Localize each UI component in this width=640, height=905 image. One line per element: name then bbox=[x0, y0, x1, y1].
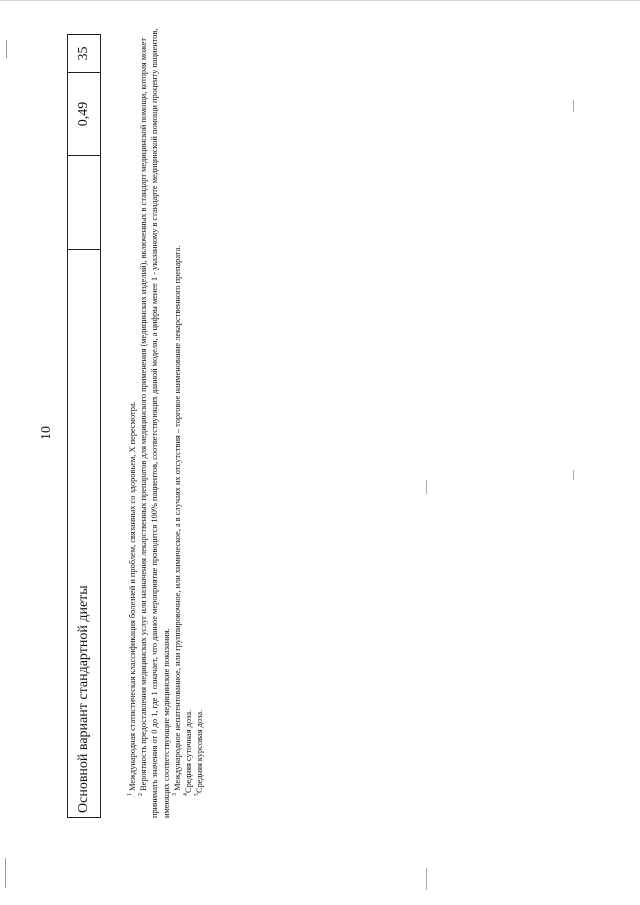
footnotes bbox=[127, 26, 205, 818]
footnote: $^5$Средняя курсовая доза. bbox=[194, 709, 205, 796]
scan-edge-mark bbox=[5, 858, 6, 888]
footnote: $^2$ Вероятность предоставления медицинских услуг или назначения лекарственных препаратов для медицинского применения (медицинских изделий), включенных в стандарт медицинской помощи, которая может принимать значения от 0 до 1, где 1 означает, что данное мероприятие проводится 100% пациентов, соответствующих данной модели, а цифры менее 1 - указанному в стандарте медицинской помощи проценту пациентов, имеющих соответствующие медицинские показания. bbox=[138, 28, 171, 818]
diet-name-cell: Основной вариант стандартной диеты bbox=[68, 249, 100, 817]
footnote: $^1$ Международная статистическая классификация болезней и проблем, связанных со здоровьем, X пересмотра. bbox=[127, 401, 137, 796]
diet-table bbox=[67, 34, 101, 818]
rotated-page bbox=[35, 20, 605, 880]
footnote: $^4$Средняя суточная доза. bbox=[183, 709, 194, 796]
scan-top-edge bbox=[0, 0, 640, 1]
column-divider bbox=[68, 72, 100, 73]
quantity-cell: 35 bbox=[76, 46, 91, 61]
frequency-cell: 0,49 bbox=[76, 101, 91, 127]
page-number: 10 bbox=[39, 426, 54, 440]
empty-cell bbox=[68, 155, 100, 249]
footnote: $^3$ Международное непатентованное, или группировочное, или химическое, а в случаях их отсутствия – торговое наименование лекарственного препарата. bbox=[172, 245, 182, 796]
scan-edge-mark bbox=[6, 40, 7, 58]
